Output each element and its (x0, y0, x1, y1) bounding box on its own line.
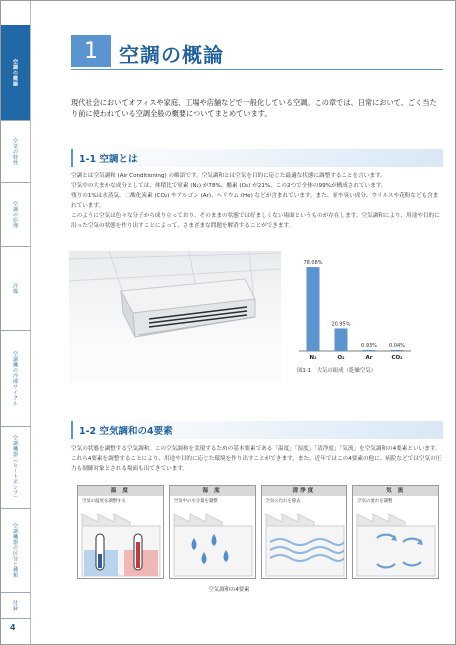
four-elements-figure (77, 485, 439, 579)
element-desc: 空気の温度を調整する (82, 499, 126, 504)
chapter-number: 1 (71, 35, 111, 67)
element-title: 湿 度 (170, 486, 255, 496)
airflow-arrows-icon (353, 508, 439, 578)
sidebar-tab-equipment-types[interactable] (1, 509, 30, 593)
category-label: N₂ (309, 355, 317, 361)
sidebar-tab-principles[interactable] (1, 183, 30, 247)
chapter-intro: 現代社会においてオフィスや家庭、工場や店舗などで一般化している空調。この章では、日常において、ごく当たり前に使われている空調全般の概要についてまとめています。 (71, 98, 437, 118)
bar (363, 350, 376, 351)
chart-svg (291, 251, 451, 366)
bar-value-label: 78.08% (303, 260, 323, 267)
sidebar-tab-heat-pump[interactable] (1, 427, 30, 509)
sidebar-tab-label: 付録 (12, 600, 18, 611)
thermometer-icon (78, 508, 164, 578)
element-desc: 空気の汚れを除去 (265, 499, 301, 504)
section-heading-1-2: 1-2 空気調和の4要素 (71, 421, 443, 439)
sidebar-tab-appendix[interactable] (1, 593, 30, 619)
sidebar-tab-label: 空調の原理 (12, 200, 18, 229)
category-label: CO₂ (391, 355, 403, 361)
section-heading-1-1: 1-1 空調とは (71, 149, 443, 167)
paragraph: 残りの1%は水蒸気、二酸化炭素 (CO₂) やアルゴン (Ar)、ヘリウム (He) などが含まれています。また、並や臭い成分、ウイルスや花粉なども含まれています。 (71, 193, 439, 209)
clean-air-waves-icon (262, 508, 348, 578)
bar-value-label: 0.93% (361, 343, 377, 349)
bar-value-label: 20.95% (331, 321, 351, 328)
category-label: Ar (365, 355, 373, 361)
sidebar-tab-refrigeration-cycle[interactable] (1, 331, 30, 427)
bar (335, 328, 348, 351)
paragraph: 空気中の大まかな成分としては、体積比で窒素 (N₂) が78%、酸素 (O₂) が21%、この2つで全体の99%が構成されています。 (71, 183, 387, 189)
title-underline (71, 69, 443, 70)
sidebar-tab-air-properties[interactable] (1, 121, 30, 183)
bar-value-label: 0.04% (389, 343, 405, 349)
sidebar-tab-overview[interactable] (1, 25, 30, 121)
category-label: O₂ (337, 355, 345, 361)
element-title: 温 度 (78, 486, 163, 496)
bar (391, 350, 404, 351)
element-desc: 空気の流れを調整 (357, 499, 393, 504)
element-card-airflow (352, 485, 439, 579)
page-number: 4 (10, 623, 16, 632)
section-1-1-body (71, 171, 443, 231)
section-1-2-body: 空気の状態を調整する空気調和。この空気調和を実現するための基本要素である「温度」「湿度」「清浄度」「気流」を空気調和の4要素といいます。これら4要素を調整することにより、用途や目的に応じた環境を作り出すことができます。また、近年ではこの4要素の他に、病院などでは空気の圧力も制御対象とされる場面も出てきています。 (71, 446, 442, 472)
paragraph: 空調とは空気調和 (Air Conditioning) の略語です。空気調和とは空気を目的に応じた最適な状態に調整することを言います。 (71, 173, 386, 179)
element-title: 気 流 (353, 486, 438, 496)
sidebar-tab-label: 空調機器の区分と種類 (12, 523, 18, 578)
sidebar-tab-refrigerant[interactable] (1, 247, 30, 331)
element-card-temperature (77, 485, 164, 579)
sidebar-tab-label: 空調の概論 (12, 58, 18, 87)
sidebar-tab-label: 空気の特性 (12, 137, 18, 166)
element-title: 清浄度 (262, 486, 347, 496)
water-drops-icon (170, 508, 256, 578)
ceiling-air-conditioner-photo (69, 251, 281, 383)
element-desc: 空気中の水分量を調整 (173, 499, 218, 504)
element-card-cleanliness (261, 485, 348, 579)
paragraph: このように空気は色々な分子から成り立っており、そのままの状態では好ましくない場面というものが存在します。空気調和により、用途や目的に沿った空気の状態を作り出すことによって、さまざまな問題を解消することができます。 (71, 213, 440, 229)
bar (307, 267, 320, 351)
sidebar-tab-label: 空調機器（ヒートポンプ） (12, 434, 18, 501)
chapter-title: 空調の概論 (119, 43, 224, 67)
element-card-humidity (169, 485, 256, 579)
four-elements-caption: 空気調和の4要素 (208, 587, 250, 593)
chart-caption: 図1-1 大気の組成（乾燥空気） (297, 368, 376, 374)
chapter-sidebar (1, 1, 31, 645)
sidebar-tab-label: 冷媒 (12, 283, 18, 294)
sidebar-tab-label: 空調機の冷凍サイクル (12, 351, 18, 406)
